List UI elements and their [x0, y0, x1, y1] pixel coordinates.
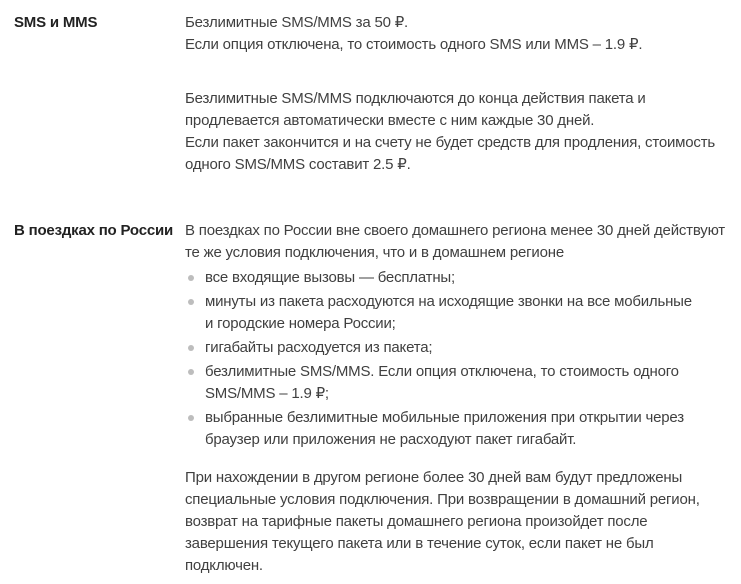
- bullet-item-minutes: [185, 291, 733, 335]
- bullet-item-unlimited-apps: [185, 407, 733, 451]
- text-line: При нахождении в другом регионе более 30 дней вам будут предложены: [185, 469, 683, 486]
- row-label-sms: SMS и MMS: [14, 14, 98, 31]
- text-line: все входящие вызовы — бесплатны;: [205, 269, 455, 286]
- text-line: минуты из пакета расходуются на исходящие звонки на все мобильные: [205, 293, 692, 310]
- paragraph-sms-renewal: [185, 88, 733, 176]
- section-row-travel: [14, 220, 733, 577]
- text-line: безлимитные SMS/MMS. Если опция отключена, то стоимость одного: [205, 363, 679, 380]
- text-line: продлевается автоматически вместе с ним каждые 30 дней.: [185, 112, 595, 129]
- bullet-icon: [188, 275, 194, 281]
- text-line: завершения текущего пакета или в течение суток, если пакет не был: [185, 535, 654, 552]
- text-line: Безлимитные SMS/MMS подключаются до конца действия пакета и: [185, 90, 646, 107]
- text-line: гигабайты расходуется из пакета;: [205, 339, 433, 356]
- paragraph-travel-outro: [185, 467, 733, 577]
- text-line: и городские номера России;: [205, 315, 396, 332]
- bullet-item-gigabytes: [185, 337, 733, 359]
- bullet-item-unlimited-sms: [185, 361, 733, 405]
- bullet-icon: [188, 345, 194, 351]
- bullet-item-incoming-calls: [185, 267, 733, 289]
- bullet-icon: [188, 369, 194, 375]
- text-line: Безлимитные SMS/MMS за 50 ₽.: [185, 14, 409, 31]
- travel-conditions-list: [185, 267, 733, 451]
- text-line: возврат на тарифные пакеты домашнего региона произойдет после: [185, 513, 648, 530]
- text-line: выбранные безлимитные мобильные приложения при открытии через: [205, 409, 684, 426]
- text-line: Если опция отключена, то стоимость одного SMS или MMS – 1.9 ₽.: [185, 36, 643, 53]
- text-line: Если пакет закончится и на счету не будет средств для продления, стоимость: [185, 134, 716, 151]
- text-line: SMS/MMS – 1.9 ₽;: [205, 385, 329, 402]
- paragraph-travel-intro: [185, 220, 733, 264]
- row-content-sms: [185, 12, 733, 176]
- row-content-travel: [185, 220, 733, 577]
- text-line: те же условия подключения, что и в домашнем регионе: [185, 244, 564, 261]
- bullet-icon: [188, 299, 194, 305]
- section-row-sms: [14, 12, 733, 176]
- text-line: подключен.: [185, 557, 263, 574]
- text-line: В поездках по России вне своего домашнего региона менее 30 дней действуют: [185, 222, 725, 239]
- text-line: специальные условия подключения. При возвращении в домашний регион,: [185, 491, 700, 508]
- paragraph-sms-price: [185, 12, 733, 56]
- row-label-travel: В поездках по России: [14, 222, 174, 239]
- text-line: браузер или приложения не расходуют пакет гигабайт.: [205, 431, 577, 448]
- bullet-icon: [188, 415, 194, 421]
- text-line: одного SMS/MMS составит 2.5 ₽.: [185, 156, 411, 173]
